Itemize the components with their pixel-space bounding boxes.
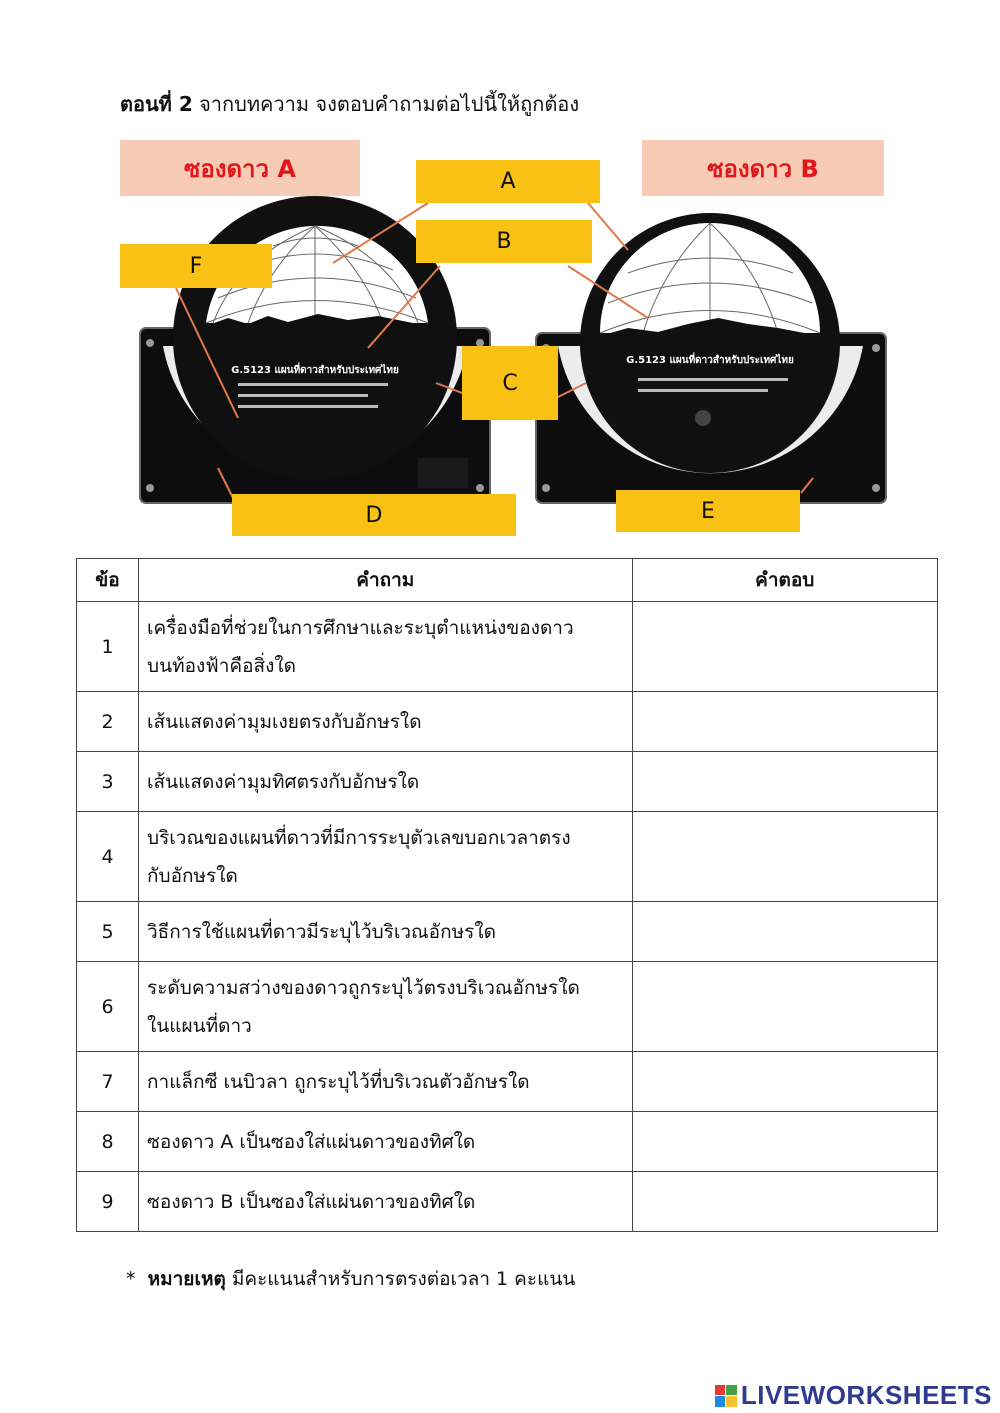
- question-number: 7: [77, 1052, 139, 1112]
- question-line-2: ในแผนที่ดาว: [147, 1014, 252, 1037]
- table-row: [77, 602, 938, 692]
- question-number: 3: [77, 752, 139, 812]
- label-box-f: F: [120, 244, 272, 288]
- header-no: ข้อ: [77, 559, 139, 602]
- liveworksheets-logo-icon: [715, 1385, 737, 1407]
- question-line-2: กับอักษรใด: [147, 864, 238, 887]
- answer-cell[interactable]: [632, 602, 937, 692]
- question-text: [139, 692, 633, 752]
- table-row: [77, 1112, 938, 1172]
- table-row: [77, 692, 938, 752]
- question-text: [139, 812, 633, 902]
- question-number: 8: [77, 1112, 139, 1172]
- footnote-text: มีคะแนนสำหรับการตรงต่อเวลา 1 คะแนน: [225, 1268, 576, 1290]
- question-text: [139, 902, 633, 962]
- question-line-2: บนท้องฟ้าคือสิ่งใด: [147, 654, 297, 677]
- brand-text: LIVEWORKSHEETS: [740, 1380, 992, 1410]
- answer-cell[interactable]: [632, 902, 937, 962]
- label-box-b: B: [416, 220, 592, 263]
- question-text: [139, 602, 633, 692]
- question-text: [139, 1112, 633, 1172]
- question-table-body: [77, 602, 938, 1232]
- question-number: 5: [77, 902, 139, 962]
- question-line-1: ซองดาว A เป็นซองใส่แผ่นดาวของทิศใด: [147, 1130, 476, 1153]
- title-box-a: ซองดาว A: [120, 140, 360, 196]
- answer-cell[interactable]: [632, 692, 937, 752]
- question-line-1: ซองดาว B เป็นซองใส่แผ่นดาวของทิศใด: [147, 1190, 476, 1213]
- chart-a-text: G.5123 แผนที่ดาวสำหรับประเทศไทย: [231, 365, 399, 376]
- question-number: 2: [77, 692, 139, 752]
- footnote-label: หมายเหตุ: [147, 1268, 226, 1290]
- question-text: [139, 752, 633, 812]
- question-line-1: เครื่องมือที่ช่วยในการศึกษาและระบุตำแหน่งของดาว: [147, 616, 574, 639]
- answer-cell[interactable]: [632, 1052, 937, 1112]
- table-row: [77, 1172, 938, 1232]
- answer-cell[interactable]: [632, 752, 937, 812]
- question-line-1: บริเวณของแผนที่ดาวที่มีการระบุตัวเลขบอกเวลาตรง: [147, 826, 571, 849]
- question-text: [139, 962, 633, 1052]
- table-row: [77, 812, 938, 902]
- question-text: [139, 1052, 633, 1112]
- question-line-1: วิธีการใช้แผนที่ดาวมีระบุไว้บริเวณอักษรใด: [147, 920, 496, 943]
- star-chart-figure: [118, 138, 888, 538]
- section-instruction: จากบทความ จงตอบคำถามต่อไปนี้ให้ถูกต้อง: [192, 92, 580, 116]
- answer-cell[interactable]: [632, 962, 937, 1052]
- question-line-1: ระดับความสว่างของดาวถูกระบุไว้ตรงบริเวณอักษรใด: [147, 976, 580, 999]
- question-number: 9: [77, 1172, 139, 1232]
- question-text: [139, 1172, 633, 1232]
- table-row: [77, 752, 938, 812]
- question-table: [76, 558, 938, 1232]
- section-heading: [120, 88, 579, 120]
- question-line-1: เส้นแสดงค่ามุมทิศตรงกับอักษรใด: [147, 770, 420, 793]
- footnote: [126, 1264, 575, 1294]
- question-line-1: กาแล็กซี เนบิวลา ถูกระบุไว้ที่บริเวณตัวอักษรใด: [147, 1070, 530, 1093]
- question-number: 4: [77, 812, 139, 902]
- label-box-e: E: [616, 490, 800, 532]
- answer-cell[interactable]: [632, 1172, 937, 1232]
- brand-watermark: [715, 1380, 992, 1411]
- table-header-row: [77, 559, 938, 602]
- label-box-a: A: [416, 160, 600, 203]
- chart-b-text: G.5123 แผนที่ดาวสำหรับประเทศไทย: [626, 355, 794, 366]
- answer-cell[interactable]: [632, 1112, 937, 1172]
- question-line-1: เส้นแสดงค่ามุมเงยตรงกับอักษรใด: [147, 710, 422, 733]
- answer-cell[interactable]: [632, 812, 937, 902]
- header-answer: คำตอบ: [632, 559, 937, 602]
- table-row: [77, 962, 938, 1052]
- table-row: [77, 1052, 938, 1112]
- question-number: 1: [77, 602, 139, 692]
- label-box-d: D: [232, 494, 516, 536]
- footnote-star: *: [126, 1268, 136, 1290]
- label-box-c: C: [462, 346, 558, 420]
- title-box-b: ซองดาว B: [642, 140, 884, 196]
- question-number: 6: [77, 962, 139, 1052]
- section-number: ตอนที่ 2: [120, 92, 193, 116]
- header-question: คำถาม: [139, 559, 633, 602]
- table-row: [77, 902, 938, 962]
